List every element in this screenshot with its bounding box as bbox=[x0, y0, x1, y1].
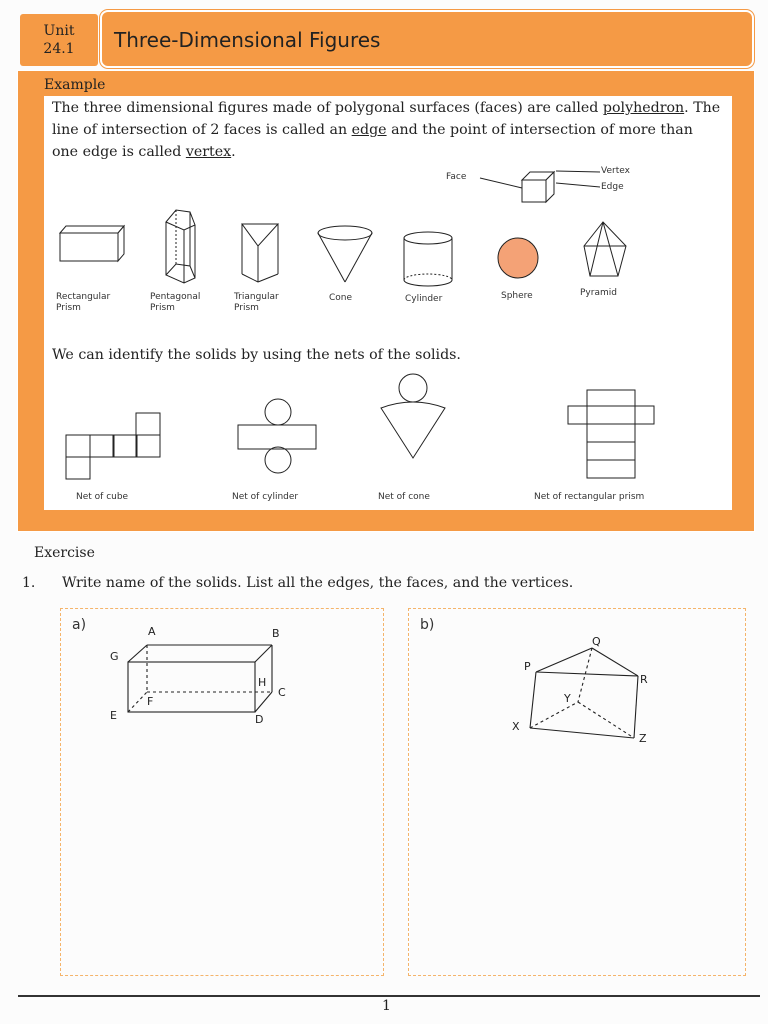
point-label: Q bbox=[592, 635, 601, 648]
nets-intro: We can identify the solids by using the nets of the solids. bbox=[52, 347, 461, 363]
point-label: F bbox=[147, 695, 154, 708]
net-label: Net of cylinder bbox=[232, 492, 299, 502]
point-label: G bbox=[110, 650, 119, 663]
question-number: 1. bbox=[22, 575, 36, 591]
point-label: Y bbox=[564, 692, 571, 705]
unit-number: 24.1 bbox=[43, 41, 75, 57]
net-label: Net of rectangular prism bbox=[534, 492, 645, 502]
triangular-prism-diagram bbox=[530, 648, 638, 738]
solid-label: Sphere bbox=[501, 291, 533, 301]
box-b-tag: b) bbox=[420, 617, 435, 633]
intro-text-2: . The line of intersection of 2 faces is called an bbox=[52, 100, 721, 138]
question-text: Write name of the solids. List all the edges, the faces, and the vertices. bbox=[62, 575, 574, 591]
net-label: Net of cone bbox=[378, 492, 430, 502]
face-label: Face bbox=[446, 172, 467, 182]
page-number: 1 bbox=[382, 998, 391, 1014]
solid-label: Triangular Prism bbox=[234, 292, 279, 313]
box-a-tag: a) bbox=[72, 617, 87, 633]
edge-label: Edge bbox=[601, 182, 624, 192]
term-vertex: vertex bbox=[185, 144, 232, 160]
point-label: D bbox=[255, 713, 264, 726]
point-label: C bbox=[278, 686, 286, 699]
point-label: H bbox=[258, 676, 267, 689]
point-label: B bbox=[272, 627, 280, 640]
net-label: Net of cube bbox=[76, 492, 129, 502]
point-label: Z bbox=[639, 732, 647, 745]
intro-text-3: and the point of intersection of more than one edge is called bbox=[52, 122, 693, 160]
point-label: R bbox=[640, 673, 648, 686]
page-title: Three-Dimensional Figures bbox=[114, 28, 381, 52]
term-edge: edge bbox=[351, 122, 387, 138]
point-label: E bbox=[110, 709, 117, 722]
point-label: A bbox=[148, 625, 156, 638]
point-label: P bbox=[524, 660, 531, 673]
exercise-label: Exercise bbox=[34, 545, 95, 561]
unit-label: Unit bbox=[43, 23, 75, 39]
solid-label: Rectangular Prism bbox=[56, 292, 111, 313]
example-label: Example bbox=[44, 77, 106, 93]
solid-label: Cone bbox=[329, 293, 353, 303]
intro-text-1: The three dimensional figures made of polygonal surfaces (faces) are called bbox=[52, 100, 603, 116]
intro-text-4: . bbox=[231, 144, 236, 160]
point-label: X bbox=[512, 720, 520, 733]
solid-label: Cylinder bbox=[405, 294, 443, 304]
vertex-label: Vertex bbox=[601, 166, 630, 176]
solid-label: Pentagonal Prism bbox=[150, 292, 201, 313]
footer-divider bbox=[18, 995, 760, 997]
term-polyhedron: polyhedron bbox=[602, 100, 685, 116]
solid-label: Pyramid bbox=[580, 288, 617, 298]
